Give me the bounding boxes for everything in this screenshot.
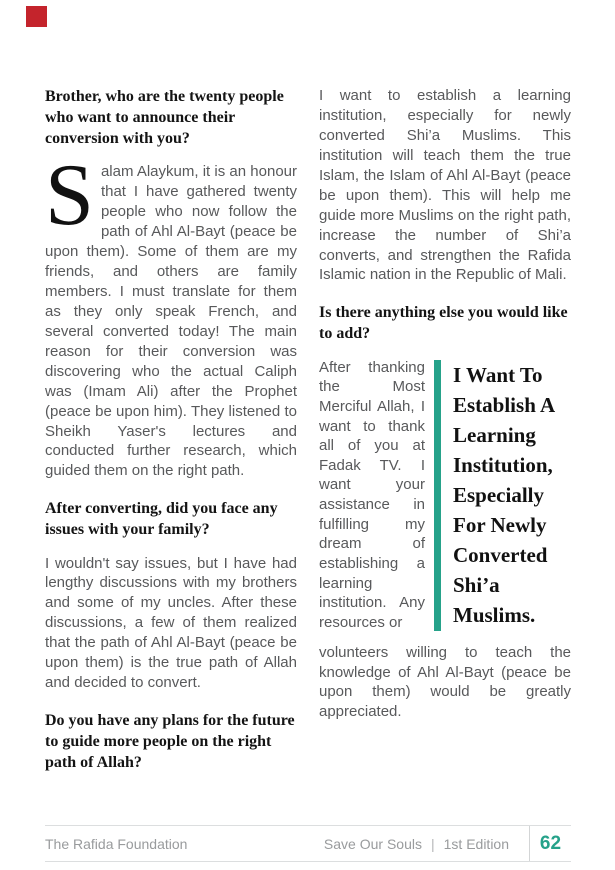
corner-accent-square <box>26 6 47 27</box>
footer-publisher: The Rafida Foundation <box>45 835 188 852</box>
page-number: 62 <box>539 832 562 854</box>
question-2: After converting, did you face any issues with your family? <box>45 500 278 539</box>
answer-4-before-quote: After thanking the Most Merciful Allah, I want to thank all of you at Fadak TV. I want your assistance in fulfilling my dream of establishing a learning institution. Any resources or <box>319 358 425 631</box>
pull-quote-accent-bar <box>434 360 441 631</box>
drop-cap: S <box>45 147 94 245</box>
footer-right-group <box>324 826 571 861</box>
pull-quote: I Want To Establish A Learning Institution, Especially For Newly Converted Shi’a Muslims. <box>453 362 556 627</box>
answer-1 <box>45 147 297 481</box>
page-footer <box>45 825 571 862</box>
answer-1-text: alam Alaykum, it is an honour that I have gathered twenty people who now follow the path of Ahl Al-Bayt (peace be upon them). Some of them are my friends, and others are family members. I must translate for them as they only speak French, and several converted today! The main reason for their conversion was discovering who the actual Caliph was (Imam Ali) after the Prophet (peace be upon him). They listened to Sheikh Yaser's lectures and conducted further research, which guided them on the right path. <box>45 163 297 480</box>
footer-magazine-title: Save Our Souls <box>323 835 422 852</box>
pull-quote-section <box>319 358 571 633</box>
question-4: Is there anything else you would like to add? <box>319 304 568 343</box>
footer-separator: | <box>430 835 435 852</box>
right-column <box>319 86 571 786</box>
footer-edition: 1st Edition <box>443 835 509 852</box>
question-3: Do you have any plans for the future to guide more people on the right path of Allah? <box>45 712 295 772</box>
question-1: Brother, who are the twenty people who want to announce their conversion with you? <box>45 88 284 148</box>
left-column <box>45 86 297 786</box>
answer-2: I wouldn't say issues, but I have had lengthy discussions with my brothers and some of my uncles. After these discussions, a few of them realized that the path of Ahl Al-Bayt (peace be upon them) is the true path of Allah and decided to convert. <box>45 554 297 692</box>
answer-3: I want to establish a learning institution, especially for newly converted Shi’a Muslims. This institution will teach them the true Islam, the Islam of Ahl Al-Bayt (peace be upon them). This will help me guide more Muslims on the right path, increase the number of Shi’a converts, and strengthen the Rafida Islamic nation in the Republic of Mali. <box>319 87 571 284</box>
answer-4-after-quote: volunteers willing to teach the knowledge of Ahl Al-Bayt (peace be upon them) would be greatly appreciated. <box>319 643 571 721</box>
